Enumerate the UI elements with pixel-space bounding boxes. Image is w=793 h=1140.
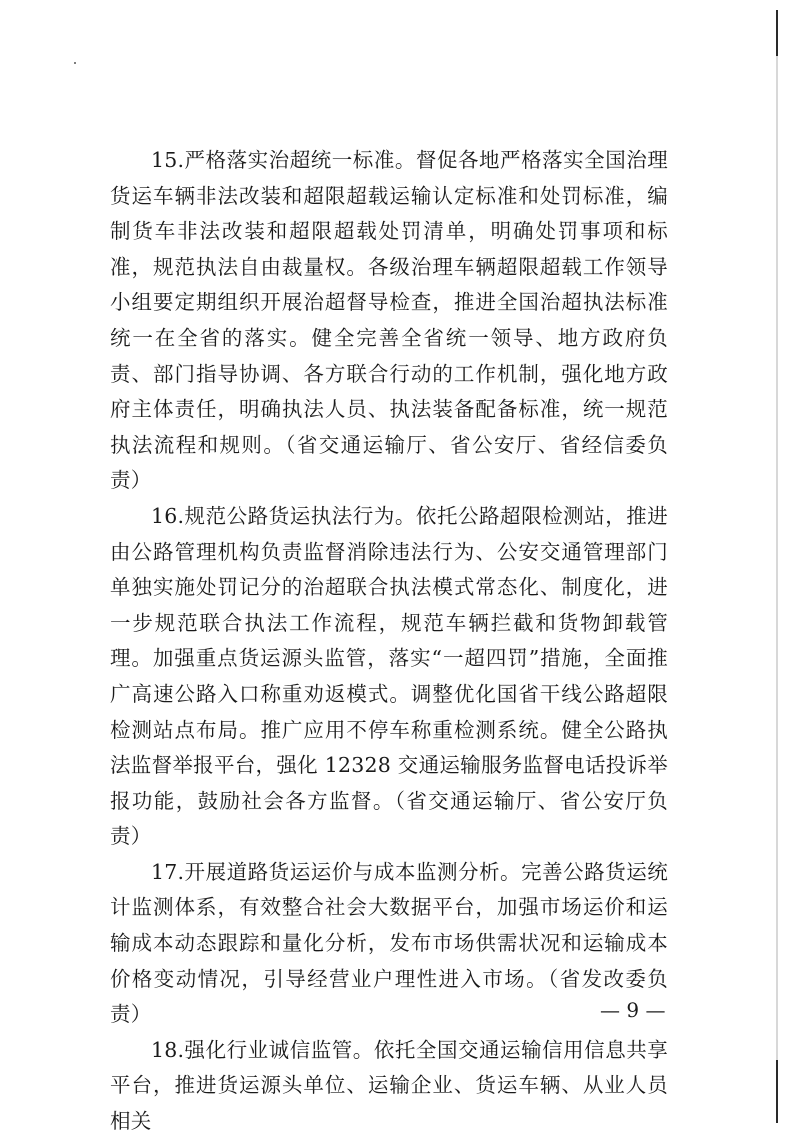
scan-edge-line-faint: [776, 56, 778, 1060]
paragraph-18: 18.强化行业诚信监管。依托全国交通运输信用信息共享平台，推进货运源头单位、运输企业、货运车辆、从业人员相关: [110, 1037, 668, 1134]
scan-edge-line-bottom: [776, 1060, 778, 1123]
page-number: — 9 —: [600, 998, 666, 1022]
paragraph-17: 17.开展道路货运运价与成本监测分析。完善公路货运统计监测体系，有效整合社会大数据平台，加强市场运价和运输成本动态跟踪和量化分析，发布市场供需状况和运输成本价格变动情况，引导经营业户理性进入市场。（省发改委负责）: [110, 859, 668, 1027]
scan-speck: [74, 62, 76, 64]
document-body: [110, 143, 668, 1140]
paragraph-15: 15.严格落实治超统一标准。督促各地严格落实全国治理货运车辆非法改装和超限超载运输认定标准和处罚标准，编制货车非法改装和超限超载处罚清单，明确处罚事项和标准，规范执法自由裁量权。各级治理车辆超限超载工作领导小组要定期组织开展治超督导检查，推进全国治超执法标准统一在全省的落实。健全完善全省统一领导、地方政府负责、部门指导协调、各方联合行动的工作机制，强化地方政府主体责任，明确执法人员、执法装备配备标准，统一规范执法流程和规则。（省交通运输厅、省公安厅、省经信委负责）: [110, 148, 668, 493]
paragraph-16: 16.规范公路货运执法行为。依托公路超限检测站，推进由公路管理机构负责监督消除违法行为、公安交通管理部门单独实施处罚记分的治超联合执法模式常态化、制度化，进一步规范联合执法工作流程，规范车辆拦截和货物卸载管理。加强重点货运源头监管，落实“一超四罚”措施，全面推广高速公路入口称重劝返模式。调整优化国省干线公路超限检测站点布局。推广应用不停车称重检测系统。健全公路执法监督举报平台，强化 12328 交通运输服务监督电话投诉举报功能，鼓励社会各方监督。（省交通运输厅、省公安厅负责）: [110, 503, 668, 849]
scan-edge-line-top: [776, 10, 778, 56]
